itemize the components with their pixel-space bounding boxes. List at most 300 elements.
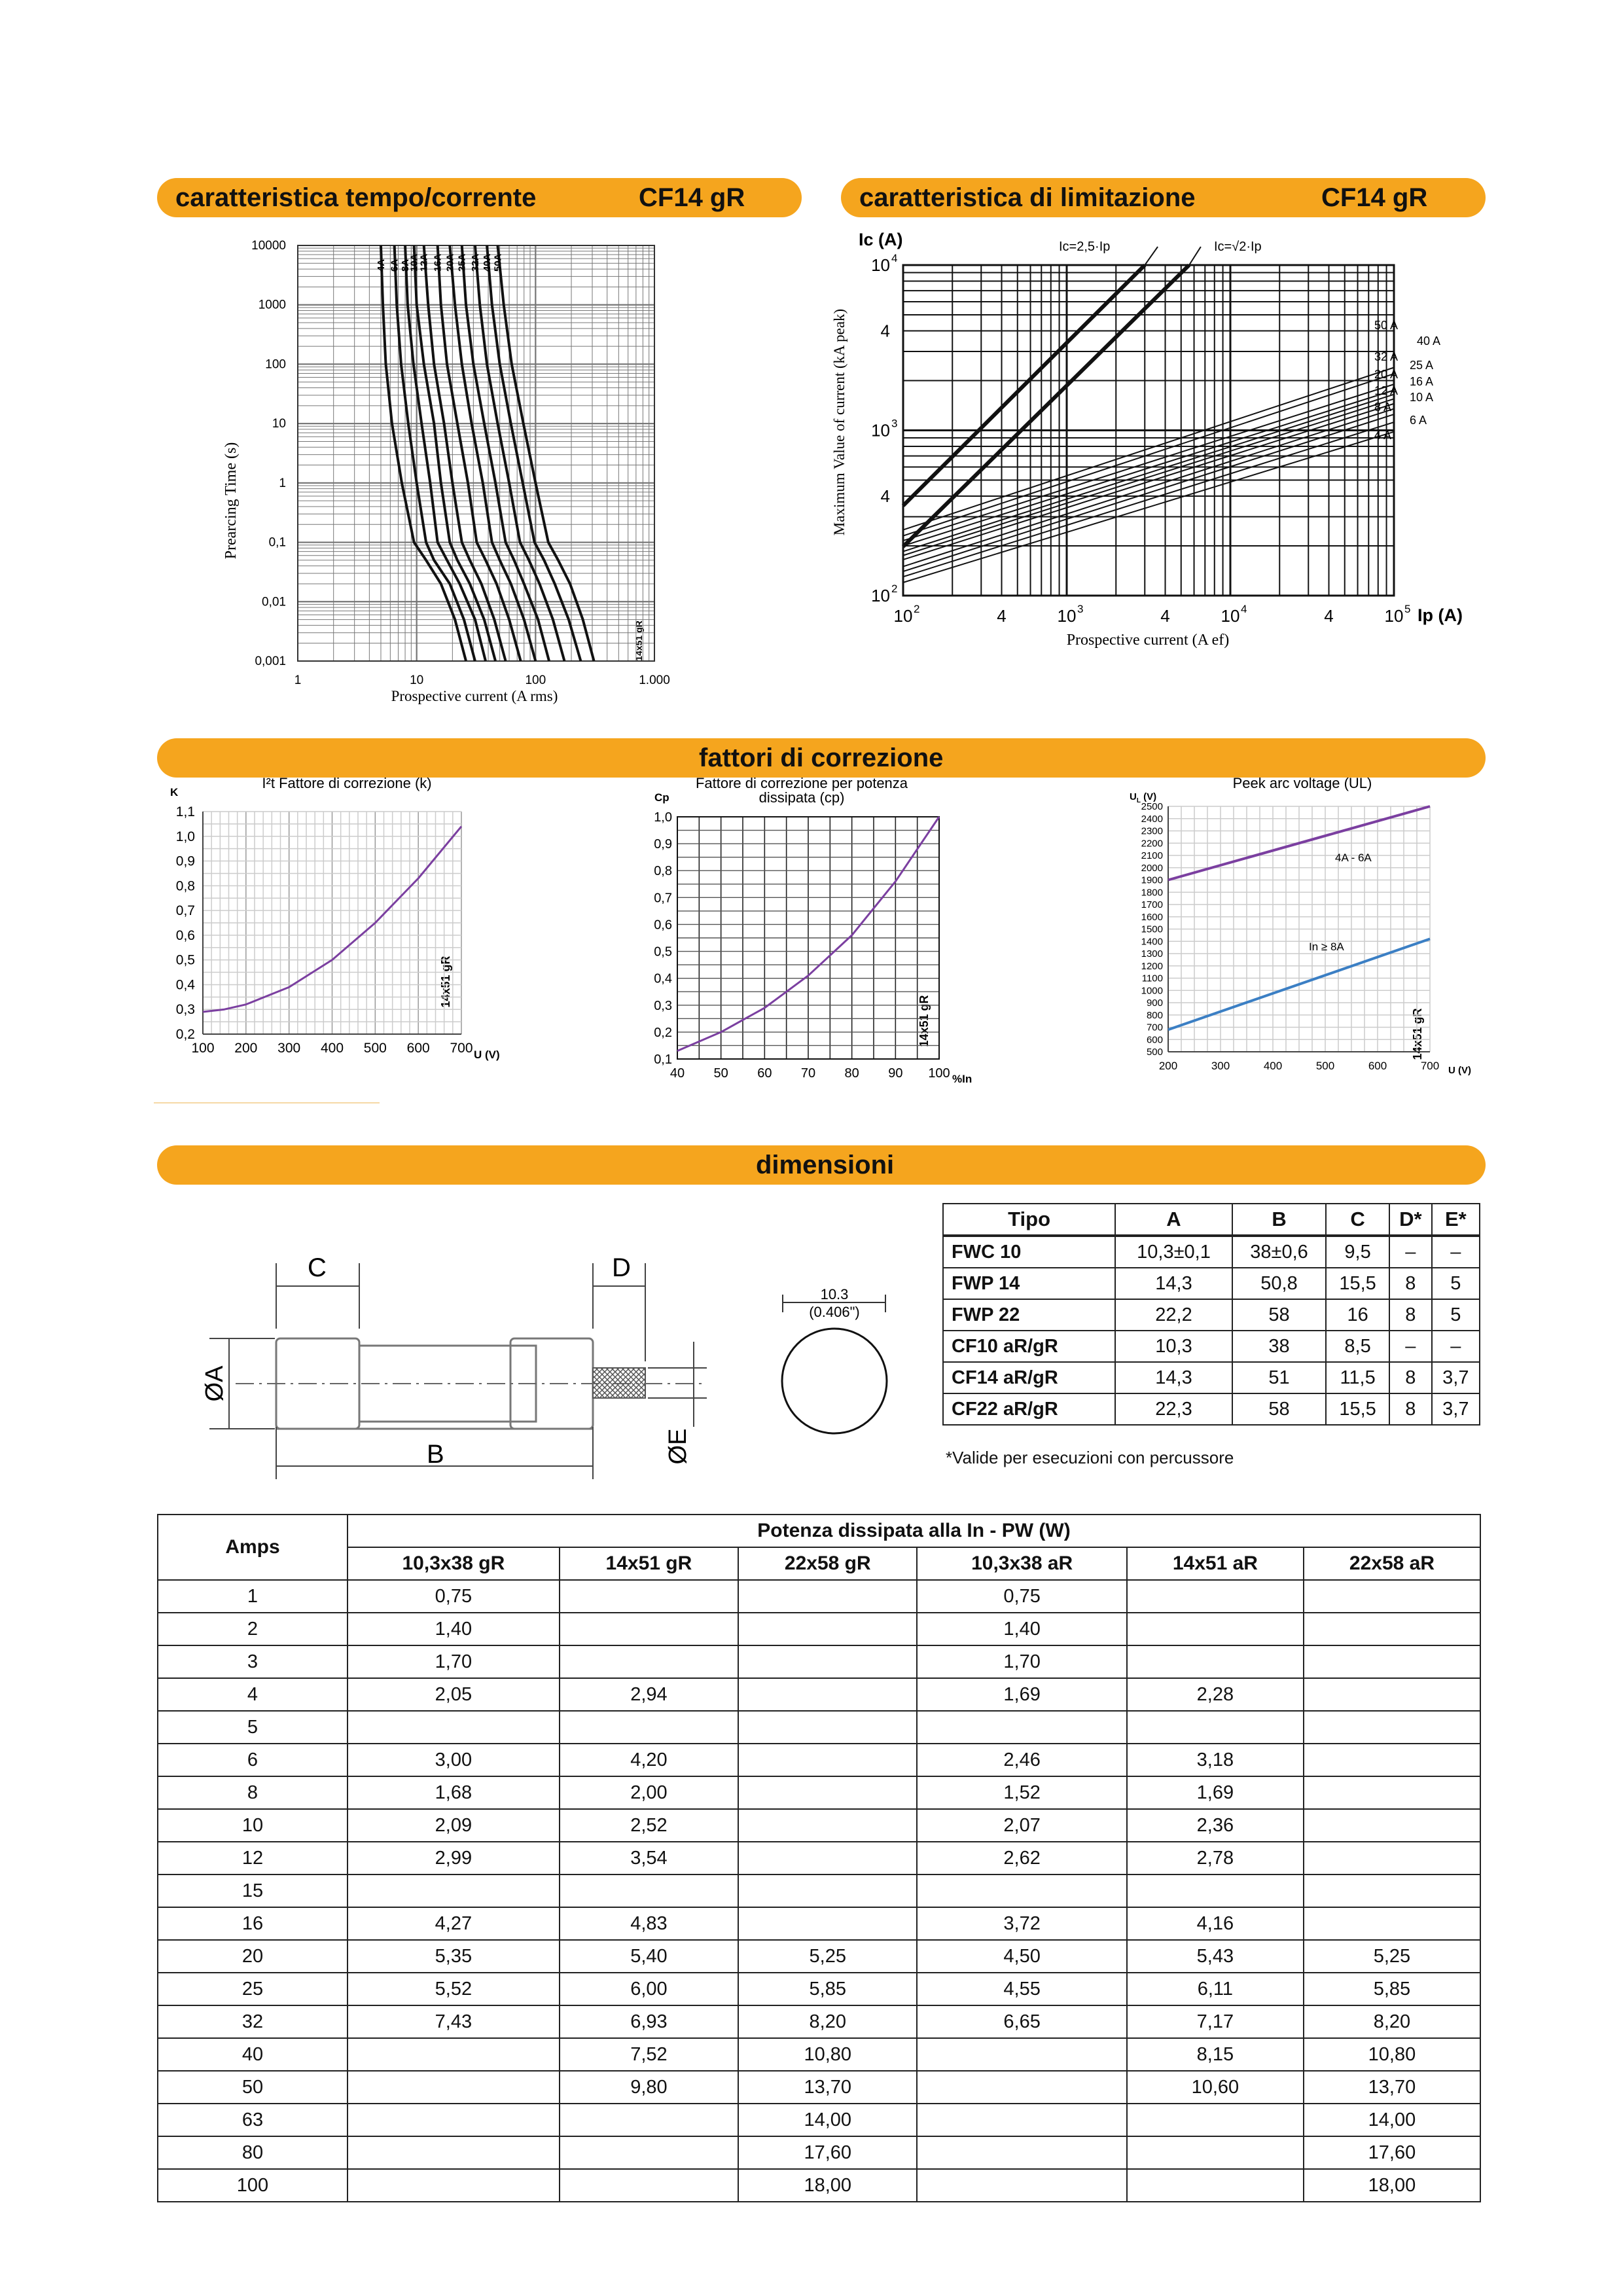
- table-cell: 5: [1432, 1268, 1480, 1299]
- table-row: [158, 2071, 1480, 2104]
- power-cell: 1,68: [348, 1776, 560, 1809]
- series-label: 10A: [408, 253, 420, 272]
- x-tick-label: 70: [800, 1066, 816, 1081]
- series-line: [903, 367, 1394, 529]
- table-cell: 10,3±0,1: [1115, 1236, 1232, 1268]
- power-cell: 4,50: [917, 1940, 1126, 1973]
- amps-cell: 25: [158, 1973, 348, 2005]
- power-cell: [1127, 1711, 1304, 1744]
- series-label: 6A: [389, 259, 401, 272]
- y-tick-label: 800: [1146, 1009, 1163, 1021]
- power-cell: [1304, 1744, 1480, 1776]
- amps-cell: 40: [158, 2038, 348, 2071]
- series-label: In ≥ 8A: [1309, 941, 1344, 953]
- y-tick-label: 4: [880, 321, 890, 341]
- power-cell: 2,05: [348, 1678, 560, 1711]
- chart-title-line: dissipata (cp): [758, 789, 845, 806]
- y-tick-label: 1500: [1141, 924, 1163, 935]
- x-tick-label: 700: [450, 1041, 473, 1056]
- column-header: C: [1326, 1204, 1389, 1236]
- table-cell: 15,5: [1326, 1393, 1389, 1425]
- y-tick-label: 10: [871, 420, 890, 440]
- x-tick-label: 10: [893, 606, 913, 626]
- y-tick-label: 0,2: [654, 1025, 672, 1040]
- power-cell: [1304, 1907, 1480, 1940]
- power-cell: 8,20: [738, 2005, 917, 2038]
- power-cell: [1304, 1874, 1480, 1907]
- power-cell: 4,20: [560, 1744, 738, 1776]
- chart-annotation: 14x51 gR: [1411, 1008, 1424, 1060]
- y-tick-label: 100: [265, 357, 286, 372]
- power-cell: 2,28: [1127, 1678, 1304, 1711]
- x-tick-label: 4: [1160, 606, 1170, 626]
- power-cell: 3,54: [560, 1842, 738, 1874]
- amps-cell: 8: [158, 1776, 348, 1809]
- power-cell: [560, 2136, 738, 2169]
- y-tick-label: 1100: [1141, 973, 1163, 984]
- table-cell: 50,8: [1232, 1268, 1326, 1299]
- y-tick-label: 10: [871, 255, 890, 275]
- table-cell: 8: [1389, 1299, 1432, 1331]
- power-cell: [917, 1711, 1126, 1744]
- power-cell: [917, 1874, 1126, 1907]
- table-cell: 38±0,6: [1232, 1236, 1326, 1268]
- power-cell: 14,00: [738, 2104, 917, 2136]
- power-cell: [738, 1744, 917, 1776]
- power-cell: 0,75: [348, 1580, 560, 1613]
- power-cell: [738, 1711, 917, 1744]
- fuse-type-cell: FWP 14: [943, 1268, 1115, 1299]
- x-tick-label: 10: [1384, 606, 1404, 626]
- amps-cell: 12: [158, 1842, 348, 1874]
- series-label: 12A: [418, 253, 430, 272]
- section-title: caratteristica tempo/corrente: [175, 183, 537, 212]
- power-cell: [560, 1645, 738, 1678]
- section-title: caratteristica di limitazione: [859, 183, 1196, 212]
- series-label: 40 A: [1417, 334, 1441, 348]
- power-cell: [1127, 2169, 1304, 2202]
- y-axis-label: Cp: [654, 791, 669, 804]
- table-cell: 8: [1389, 1393, 1432, 1425]
- table-row: [158, 2169, 1480, 2202]
- power-cell: 5,52: [348, 1973, 560, 2005]
- x-axis-end-label: Ip (A): [1418, 605, 1463, 625]
- series-label: 10 A: [1410, 391, 1434, 404]
- power-cell: 4,55: [917, 1973, 1126, 2005]
- table-row: [158, 1907, 1480, 1940]
- x-tick-label: 700: [1420, 1060, 1440, 1072]
- power-cell: 2,00: [560, 1776, 738, 1809]
- table-cell: –: [1389, 1331, 1432, 1362]
- amps-cell: 80: [158, 2136, 348, 2169]
- x-tick-exponent: 5: [1404, 603, 1411, 615]
- reference-line-label: Ic=√2·Ip: [1214, 240, 1262, 254]
- y-tick-label: 1000: [1141, 985, 1163, 997]
- table-row: [158, 1613, 1480, 1645]
- y-tick-exponent: 2: [891, 583, 898, 595]
- series-label: 16 A: [1410, 375, 1434, 388]
- power-cell: [917, 2038, 1126, 2071]
- power-cell: 2,52: [560, 1809, 738, 1842]
- thin-divider: [154, 1102, 380, 1103]
- power-cell: 14,00: [1304, 2104, 1480, 2136]
- table-cell: 5: [1432, 1299, 1480, 1331]
- section-bar-limitation: [841, 178, 1486, 217]
- table-row: [158, 1809, 1480, 1842]
- column-header: 22x58 aR: [1304, 1547, 1480, 1580]
- power-cell: 3,18: [1127, 1744, 1304, 1776]
- amps-cell: 6: [158, 1744, 348, 1776]
- power-cell: [1127, 1874, 1304, 1907]
- series-label: 12 A: [1374, 384, 1399, 397]
- y-tick-label: 1800: [1141, 887, 1163, 899]
- table-row: [158, 1940, 1480, 1973]
- x-tick-label: 100: [928, 1066, 950, 1081]
- column-header: B: [1232, 1204, 1326, 1236]
- fuse-type-cell: CF14 aR/gR: [943, 1362, 1115, 1393]
- amps-cell: 20: [158, 1940, 348, 1973]
- table-cell: 58: [1232, 1299, 1326, 1331]
- x-tick-label: 4: [997, 606, 1007, 626]
- power-cell: [738, 1907, 917, 1940]
- x-tick-label: 50: [713, 1066, 728, 1081]
- y-tick-label: 0,9: [654, 837, 672, 852]
- power-cell: [1304, 1645, 1480, 1678]
- power-cell: [348, 1874, 560, 1907]
- power-cell: 17,60: [1304, 2136, 1480, 2169]
- peak-arc-voltage-chart: [1119, 772, 1472, 1086]
- series-label: 8A: [400, 259, 412, 272]
- power-cell: 6,11: [1127, 1973, 1304, 2005]
- y-tick-label: 0,7: [175, 903, 195, 919]
- y-tick-label: 10000: [251, 239, 286, 253]
- power-cell: 13,70: [738, 2071, 917, 2104]
- power-cell: [738, 1874, 917, 1907]
- table-cell: 3,7: [1432, 1393, 1480, 1425]
- power-cell: [1304, 1678, 1480, 1711]
- y-axis-label: Maximum Value of current (kA peak): [831, 308, 847, 536]
- power-cell: 8,15: [1127, 2038, 1304, 2071]
- dimensions-table: [942, 1203, 1480, 1426]
- table-cell: 14,3: [1115, 1268, 1232, 1299]
- power-cell: 10,60: [1127, 2071, 1304, 2104]
- table-row: [943, 1393, 1480, 1425]
- power-cell: [1304, 1580, 1480, 1613]
- power-cell: [560, 1874, 738, 1907]
- y-tick-label: 2100: [1141, 850, 1163, 861]
- power-cell: 3,00: [348, 1744, 560, 1776]
- x-tick-label: 10: [410, 673, 424, 687]
- y-tick-label: 1000: [258, 298, 286, 312]
- y-tick-label: 0,001: [255, 655, 286, 668]
- series-label: 50 A: [1374, 319, 1399, 332]
- section-title: fattori di correzione: [699, 744, 944, 772]
- y-tick-label: 0,6: [175, 927, 195, 943]
- table-cell: –: [1432, 1331, 1480, 1362]
- power-cell: [1304, 1613, 1480, 1645]
- table-header-row: [943, 1204, 1480, 1236]
- series-label: 25A: [456, 253, 468, 272]
- y-tick-label: 900: [1146, 997, 1163, 1009]
- power-cell: [738, 1645, 917, 1678]
- fuse-type-cell: FWC 10: [943, 1236, 1115, 1268]
- y-tick-label: 10: [272, 417, 286, 431]
- power-cell: 2,78: [1127, 1842, 1304, 1874]
- x-tick-label: 10: [1221, 606, 1240, 626]
- y-tick-label: 1,1: [175, 804, 195, 819]
- amps-cell: 50: [158, 2071, 348, 2104]
- amps-cell: 2: [158, 1613, 348, 1645]
- power-cell: [560, 1580, 738, 1613]
- power-cell: 5,85: [1304, 1973, 1480, 2005]
- reference-line: [903, 265, 1189, 547]
- x-tick-label: 100: [525, 673, 546, 687]
- y-tick-label: 0,3: [654, 998, 672, 1013]
- y-tick-label: 0,9: [175, 853, 195, 869]
- power-dissipation-table: [157, 1514, 1481, 2202]
- y-tick-label: 1,0: [654, 810, 672, 825]
- x-axis-label: U (V): [1448, 1065, 1471, 1076]
- amps-cell: 1: [158, 1580, 348, 1613]
- y-tick-label: 1: [279, 476, 286, 490]
- section-bar-time-current: [157, 178, 802, 217]
- power-cell: 2,36: [1127, 1809, 1304, 1842]
- power-cell: 1,69: [917, 1678, 1126, 1711]
- amps-cell: 15: [158, 1874, 348, 1907]
- chart-title: Peek arc voltage (UL): [1232, 775, 1372, 791]
- y-tick-label: 0,6: [654, 918, 672, 933]
- cp-correction-chart: [638, 772, 1005, 1086]
- dim-label-d: D: [612, 1253, 631, 1282]
- table-cell: 22,3: [1115, 1393, 1232, 1425]
- dimensions-note: *Valide per esecuzioni con percussore: [946, 1448, 1234, 1467]
- power-cell: 18,00: [738, 2169, 917, 2202]
- table-row: [943, 1362, 1480, 1393]
- y-tick-label: 2400: [1141, 813, 1163, 825]
- y-tick-label: 1400: [1141, 936, 1163, 948]
- x-tick-label: 90: [888, 1066, 903, 1081]
- table-cell: 8: [1389, 1268, 1432, 1299]
- power-cell: [1304, 1809, 1480, 1842]
- series-label: 25 A: [1410, 359, 1434, 372]
- power-cell: 18,00: [1304, 2169, 1480, 2202]
- y-tick-exponent: 3: [891, 417, 898, 430]
- x-tick-label: 500: [363, 1041, 387, 1056]
- y-tick-label: 0,01: [262, 595, 286, 609]
- y-tick-label: 2500: [1141, 801, 1163, 812]
- power-cell: 10,80: [738, 2038, 917, 2071]
- y-tick-label: 600: [1146, 1034, 1163, 1046]
- series-label: 4A: [375, 259, 387, 272]
- power-cell: 5,85: [738, 1973, 917, 2005]
- amps-cell: 32: [158, 2005, 348, 2038]
- y-tick-label: 4: [880, 486, 890, 506]
- series-line: [903, 390, 1394, 546]
- amps-cell: 3: [158, 1645, 348, 1678]
- fuse-type-cell: CF22 aR/gR: [943, 1393, 1115, 1425]
- y-tick-label: 0,1: [268, 535, 286, 550]
- x-tick-label: 300: [277, 1041, 301, 1056]
- table-header-row: [158, 1515, 1480, 1547]
- column-header: 14x51 gR: [560, 1547, 738, 1580]
- power-cell: [917, 2104, 1126, 2136]
- x-tick-label: 10: [1057, 606, 1077, 626]
- power-cell: 2,94: [560, 1678, 738, 1711]
- power-cell: 7,43: [348, 2005, 560, 2038]
- power-cell: 6,65: [917, 2005, 1126, 2038]
- power-cell: [348, 2136, 560, 2169]
- power-cell: [1127, 2136, 1304, 2169]
- table-row: [158, 1678, 1480, 1711]
- table-row: [158, 2038, 1480, 2071]
- power-cell: 17,60: [738, 2136, 917, 2169]
- series-label: 20A: [444, 253, 456, 272]
- y-axis-label: K: [170, 786, 179, 798]
- fuse-type-cell: FWP 22: [943, 1299, 1115, 1331]
- table-cell: 38: [1232, 1331, 1326, 1362]
- power-cell: 6,93: [560, 2005, 738, 2038]
- column-header: Tipo: [943, 1204, 1115, 1236]
- time-current-chart: [196, 226, 870, 723]
- x-tick-label: 400: [320, 1041, 344, 1056]
- table-cell: 8,5: [1326, 1331, 1389, 1362]
- group-header: Potenza dissipata alla In - PW (W): [348, 1515, 1480, 1547]
- section-code: CF14 gR: [1321, 183, 1428, 212]
- x-tick-label: 400: [1263, 1060, 1283, 1072]
- series-label: 40A: [482, 253, 493, 272]
- power-cell: [738, 1776, 917, 1809]
- chart-annotation: 14x51 gR: [633, 620, 644, 661]
- y-tick-label: 0,8: [175, 878, 195, 894]
- series-label: 50A: [492, 253, 504, 272]
- y-tick-label: 0,5: [175, 952, 195, 968]
- table-row: [158, 1744, 1480, 1776]
- y-tick-label: 0,1: [654, 1052, 672, 1067]
- power-cell: 6,00: [560, 1973, 738, 2005]
- table-row: [158, 1580, 1480, 1613]
- table-cell: 3,7: [1432, 1362, 1480, 1393]
- y-tick-label: 0,2: [175, 1027, 195, 1042]
- table-row: [158, 1973, 1480, 2005]
- table-cell: 51: [1232, 1362, 1326, 1393]
- x-tick-label: 300: [1211, 1060, 1230, 1072]
- series-line: [903, 404, 1394, 560]
- power-cell: 3,72: [917, 1907, 1126, 1940]
- x-tick-label: 200: [1158, 1060, 1178, 1072]
- amps-cell: 16: [158, 1907, 348, 1940]
- power-cell: [738, 1580, 917, 1613]
- section-code: CF14 gR: [639, 183, 745, 212]
- y-axis-label: $U_L$ (V): [1130, 791, 1157, 804]
- y-tick-label: 10: [871, 586, 890, 605]
- y-tick-exponent: 4: [891, 252, 898, 264]
- power-cell: 7,52: [560, 2038, 738, 2071]
- power-cell: [1127, 2104, 1304, 2136]
- y-tick-label: 0,3: [175, 1002, 195, 1018]
- y-tick-label: 700: [1146, 1022, 1163, 1033]
- power-cell: 2,62: [917, 1842, 1126, 1874]
- diameter-drawing: [764, 1283, 908, 1453]
- power-cell: 1,69: [1127, 1776, 1304, 1809]
- column-header: 22x58 gR: [738, 1547, 917, 1580]
- y-axis-top-label: Ic (A): [859, 230, 903, 249]
- x-tick-label: 1.000: [639, 673, 670, 687]
- power-cell: [348, 2169, 560, 2202]
- table-cell: 10,3: [1115, 1331, 1232, 1362]
- reference-line-label: Ic=2,5·Ip: [1059, 240, 1111, 254]
- table-cell: 9,5: [1326, 1236, 1389, 1268]
- power-cell: [1304, 1776, 1480, 1809]
- amps-cell: 5: [158, 1711, 348, 1744]
- series-label: 4 A: [1374, 429, 1392, 442]
- x-tick-exponent: 2: [914, 603, 920, 615]
- section-bar-dimensions: [157, 1145, 1486, 1185]
- table-row: [158, 1645, 1480, 1678]
- table-row: [158, 2005, 1480, 2038]
- section-bar-correction: [157, 738, 1486, 778]
- y-tick-label: 0,5: [654, 944, 672, 960]
- power-cell: [560, 2104, 738, 2136]
- power-cell: 1,40: [348, 1613, 560, 1645]
- power-cell: 1,52: [917, 1776, 1126, 1809]
- table-row: [943, 1236, 1480, 1268]
- power-cell: [738, 1842, 917, 1874]
- table-cell: –: [1389, 1236, 1432, 1268]
- y-tick-label: 1300: [1141, 948, 1163, 960]
- y-tick-label: 500: [1146, 1047, 1163, 1058]
- x-axis-label: U (V): [474, 1049, 500, 1061]
- power-cell: 1,70: [917, 1645, 1126, 1678]
- y-tick-label: 0,8: [654, 864, 672, 879]
- power-cell: 4,16: [1127, 1907, 1304, 1940]
- amps-cell: 4: [158, 1678, 348, 1711]
- power-cell: 5,43: [1127, 1940, 1304, 1973]
- table-cell: –: [1432, 1236, 1480, 1268]
- power-cell: [917, 2071, 1126, 2104]
- y-axis-label: Prearcing Time (s): [223, 442, 240, 560]
- series-label: 6 A: [1410, 414, 1427, 427]
- power-cell: [917, 2136, 1126, 2169]
- y-tick-label: 2000: [1141, 862, 1163, 874]
- diameter-label: 10.3: [820, 1286, 849, 1302]
- column-header: E*: [1432, 1204, 1480, 1236]
- power-cell: 5,35: [348, 1940, 560, 1973]
- leader-line: [1189, 247, 1201, 265]
- x-tick-label: 40: [669, 1066, 685, 1081]
- power-cell: 1,40: [917, 1613, 1126, 1645]
- series-label: 4A - 6A: [1335, 852, 1372, 864]
- table-row: [158, 1776, 1480, 1809]
- dim-label-b: B: [427, 1440, 444, 1469]
- y-tick-label: 2300: [1141, 825, 1163, 837]
- y-tick-label: 1,0: [175, 829, 195, 844]
- y-tick-label: 1600: [1141, 911, 1163, 923]
- x-tick-label: 500: [1315, 1060, 1335, 1072]
- series-label: 32A: [469, 253, 481, 272]
- power-cell: 1,70: [348, 1645, 560, 1678]
- table-cell: 8: [1389, 1362, 1432, 1393]
- power-cell: [560, 1711, 738, 1744]
- dim-label-e: ØE: [664, 1428, 692, 1465]
- power-cell: 13,70: [1304, 2071, 1480, 2104]
- series-line: [903, 399, 1394, 555]
- dim-label-a: ØA: [201, 1365, 228, 1402]
- column-header: 14x51 aR: [1127, 1547, 1304, 1580]
- diameter-label-inch: (0.406"): [809, 1304, 860, 1320]
- power-cell: 0,75: [917, 1580, 1126, 1613]
- series-label: 20 A: [1374, 368, 1399, 381]
- table-cell: 22,2: [1115, 1299, 1232, 1331]
